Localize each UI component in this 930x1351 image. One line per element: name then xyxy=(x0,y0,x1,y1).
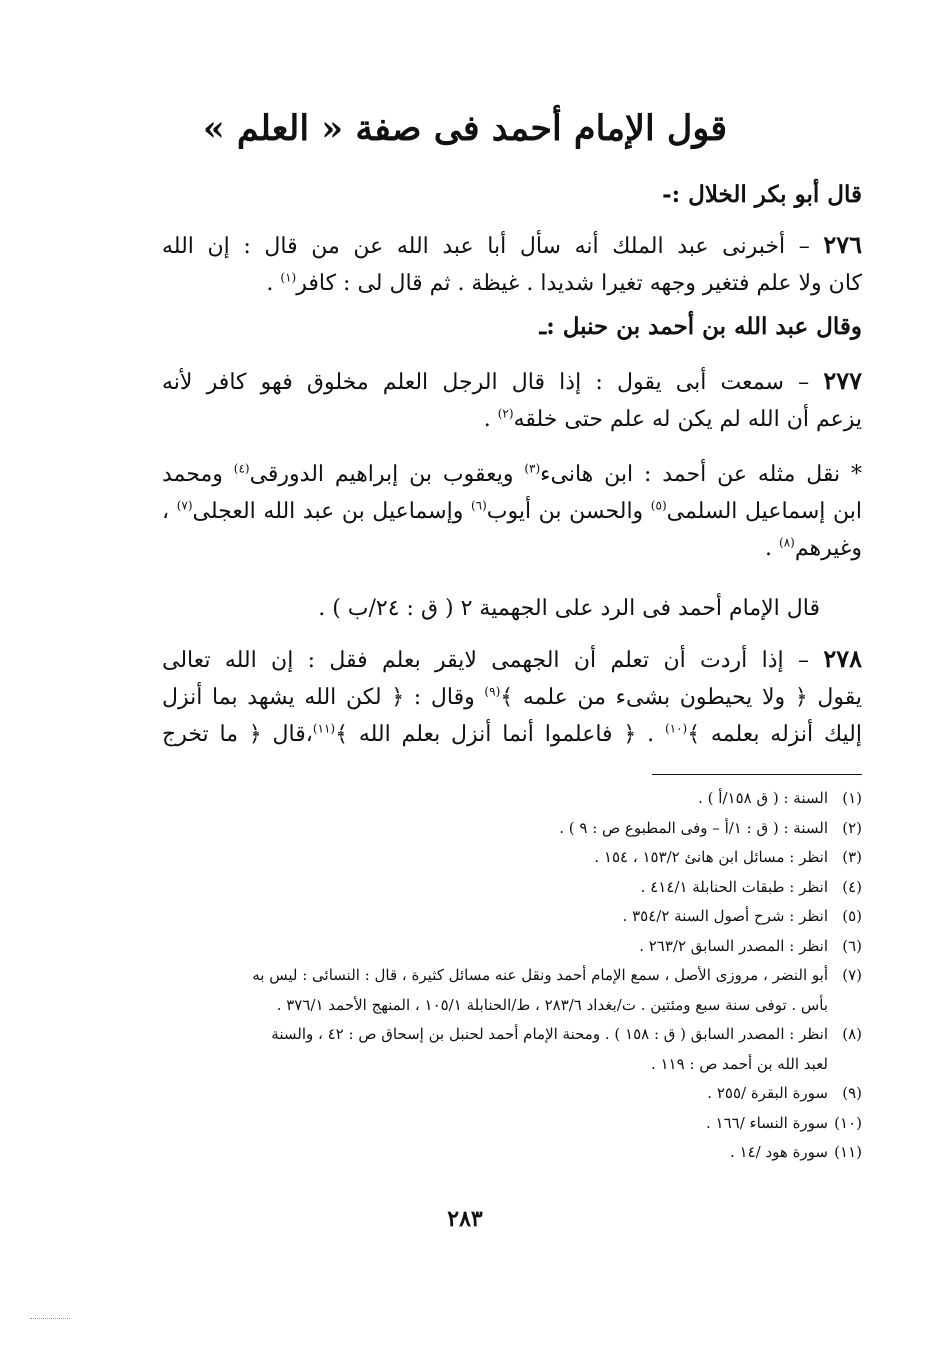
footnote: (٧)أبو النضر ، مروزى الأصل ، سمع الإمام أحمد ونقل عنه مسائل كثيرة ، قال : النسائى : ليس به xyxy=(252,966,862,984)
footnote-continuation: بأس . توفى سنة سبع ومئتين . ت/بغداد ٢٨٣/٦ ، ط/الحنابلة ١٠٥/١ ، المنهج الأحمد ٣٧٦/١ . xyxy=(276,995,828,1014)
paragraph-277 xyxy=(162,362,862,438)
footnotes xyxy=(162,784,862,1168)
text-line: إليك أنزله بعلمه ﴾$^{(١٠)}$ . ﴿ فاعلموا أنما أنزل بعلم الله ﴾$^{(١١)}$،قال ﴿ ما تخرج xyxy=(162,721,862,747)
section-heading: وقال عبد الله بن أحمد بن حنبل :ـ xyxy=(539,313,862,340)
footnote-ref: (٨) xyxy=(779,535,795,550)
footnote-ref: (٣) xyxy=(524,461,541,476)
paragraph-number: ٢٧٨ xyxy=(823,644,863,673)
footnote-divider xyxy=(652,774,862,775)
text-line: * نقل مثله عن أحمد : ابن هانىء$^{(٣)}$ ويعقوب بن إبراهيم الدورقى$^{(٤)}$ ومحمد xyxy=(162,461,862,487)
text-line: وغيرهم$^{(٨)}$ . xyxy=(765,535,862,561)
paragraph-278 xyxy=(162,640,862,753)
footnote-ref: (١١) xyxy=(312,721,336,736)
footnote: (٨)انظر : المصدر السابق ( ق : ١٥٨ ) . ومحنة الإمام أحمد لحنبل بن إسحاق ص : ٤٢ ، والسنة xyxy=(271,1025,862,1043)
footnote-ref: (١) xyxy=(280,270,297,285)
footnote-ref: (٧) xyxy=(176,498,193,513)
footnote: (٢)السنة : ( ق : ١/أ – وفى المطبوع ص : ٩ ) . xyxy=(559,818,862,837)
paragraph-276 xyxy=(162,226,862,302)
text-line: ٢٧٦ – أخبرنى عبد الملك أنه سأل أبا عبد الله عن من قال : إن الله xyxy=(162,230,862,259)
section-khallal xyxy=(162,177,862,213)
paragraph-number: ٢٧٧ xyxy=(823,366,862,395)
footnote-ref: (٦) xyxy=(470,498,487,513)
text-line: ابن إسماعيل السلمى$^{(٥)}$ والحسن بن أيوب$^{(٦)}$ وإسماعيل بن عبد الله العجلى$^{(٧)}$ ، xyxy=(162,498,862,524)
section-heading: قال أبو بكر الخلال :- xyxy=(662,181,862,208)
text-line: يزعم أن الله لم يكن له علم حتى خلقه$^{(٢)}$ . xyxy=(483,406,862,432)
footnote: (٩)سورة البقرة /٢٥٥ . xyxy=(707,1084,862,1102)
text-line: كان ولا علم فتغير وجهه تغيرا شديدا . غيظة . ثم قال لى : كافر$^{(١)}$ . xyxy=(266,270,862,296)
text-line: ٢٧٧ – سمعت أبى يقول : إذا قال الرجل العلم مخلوق فهو كافر لأنه xyxy=(162,366,862,395)
footnote-ref: (٥) xyxy=(650,498,667,513)
text-line: ٢٧٨ – إذا أردت أن تعلم أن الجهمى لايقر بعلم فقل : إن الله تعالى xyxy=(162,644,863,673)
footnote-continuation: لعبد الله بن أحمد ص : ١١٩ . xyxy=(650,1054,828,1073)
footnote: (٤)انظر : طبقات الحنابلة ٤١٤/١ . xyxy=(640,877,862,896)
footnote: (٣)انظر : مسائل ابن هانئ ١٥٣/٢ ، ١٥٤ . xyxy=(594,848,862,866)
source-citation: قال الإمام أحمد فى الرد على الجهمية ٢ ( ق : ٢٤/ب ) . xyxy=(318,596,820,621)
text-line: يقول ﴿ ولا يحيطون بشىء من علمه ﴾$^{(٩)}$ وقال : ﴿ لكن الله يشهد بما أنزل xyxy=(162,684,862,710)
footnote: (٦)انظر : المصدر السابق ٢٦٣/٢ . xyxy=(639,936,862,955)
footnote: (١)السنة : ( ق ١٥٨/أ ) . xyxy=(698,789,862,807)
section-abdullah xyxy=(162,309,862,345)
footnote-ref: (٢) xyxy=(497,406,514,421)
transmitters-paragraph xyxy=(162,456,862,567)
footnote-ref: (٤) xyxy=(233,461,250,476)
footnote: (٥)انظر : شرح أصول السنة ٣٥٤/٢ . xyxy=(622,907,862,925)
page-title: قول الإمام أحمد فى صفة « العلم » xyxy=(202,108,728,149)
page-number: ٢٨٣ xyxy=(447,1206,483,1232)
scan-artifact xyxy=(30,1318,70,1319)
footnote: (١٠)سورة النساء /١٦٦ . xyxy=(706,1113,862,1132)
paragraph-number: ٢٧٦ xyxy=(823,230,862,259)
footnote-ref: (١٠) xyxy=(664,721,688,736)
footnote: (١١)سورة هود /١٤ . xyxy=(729,1143,862,1161)
footnote-ref: (٩) xyxy=(484,684,501,699)
